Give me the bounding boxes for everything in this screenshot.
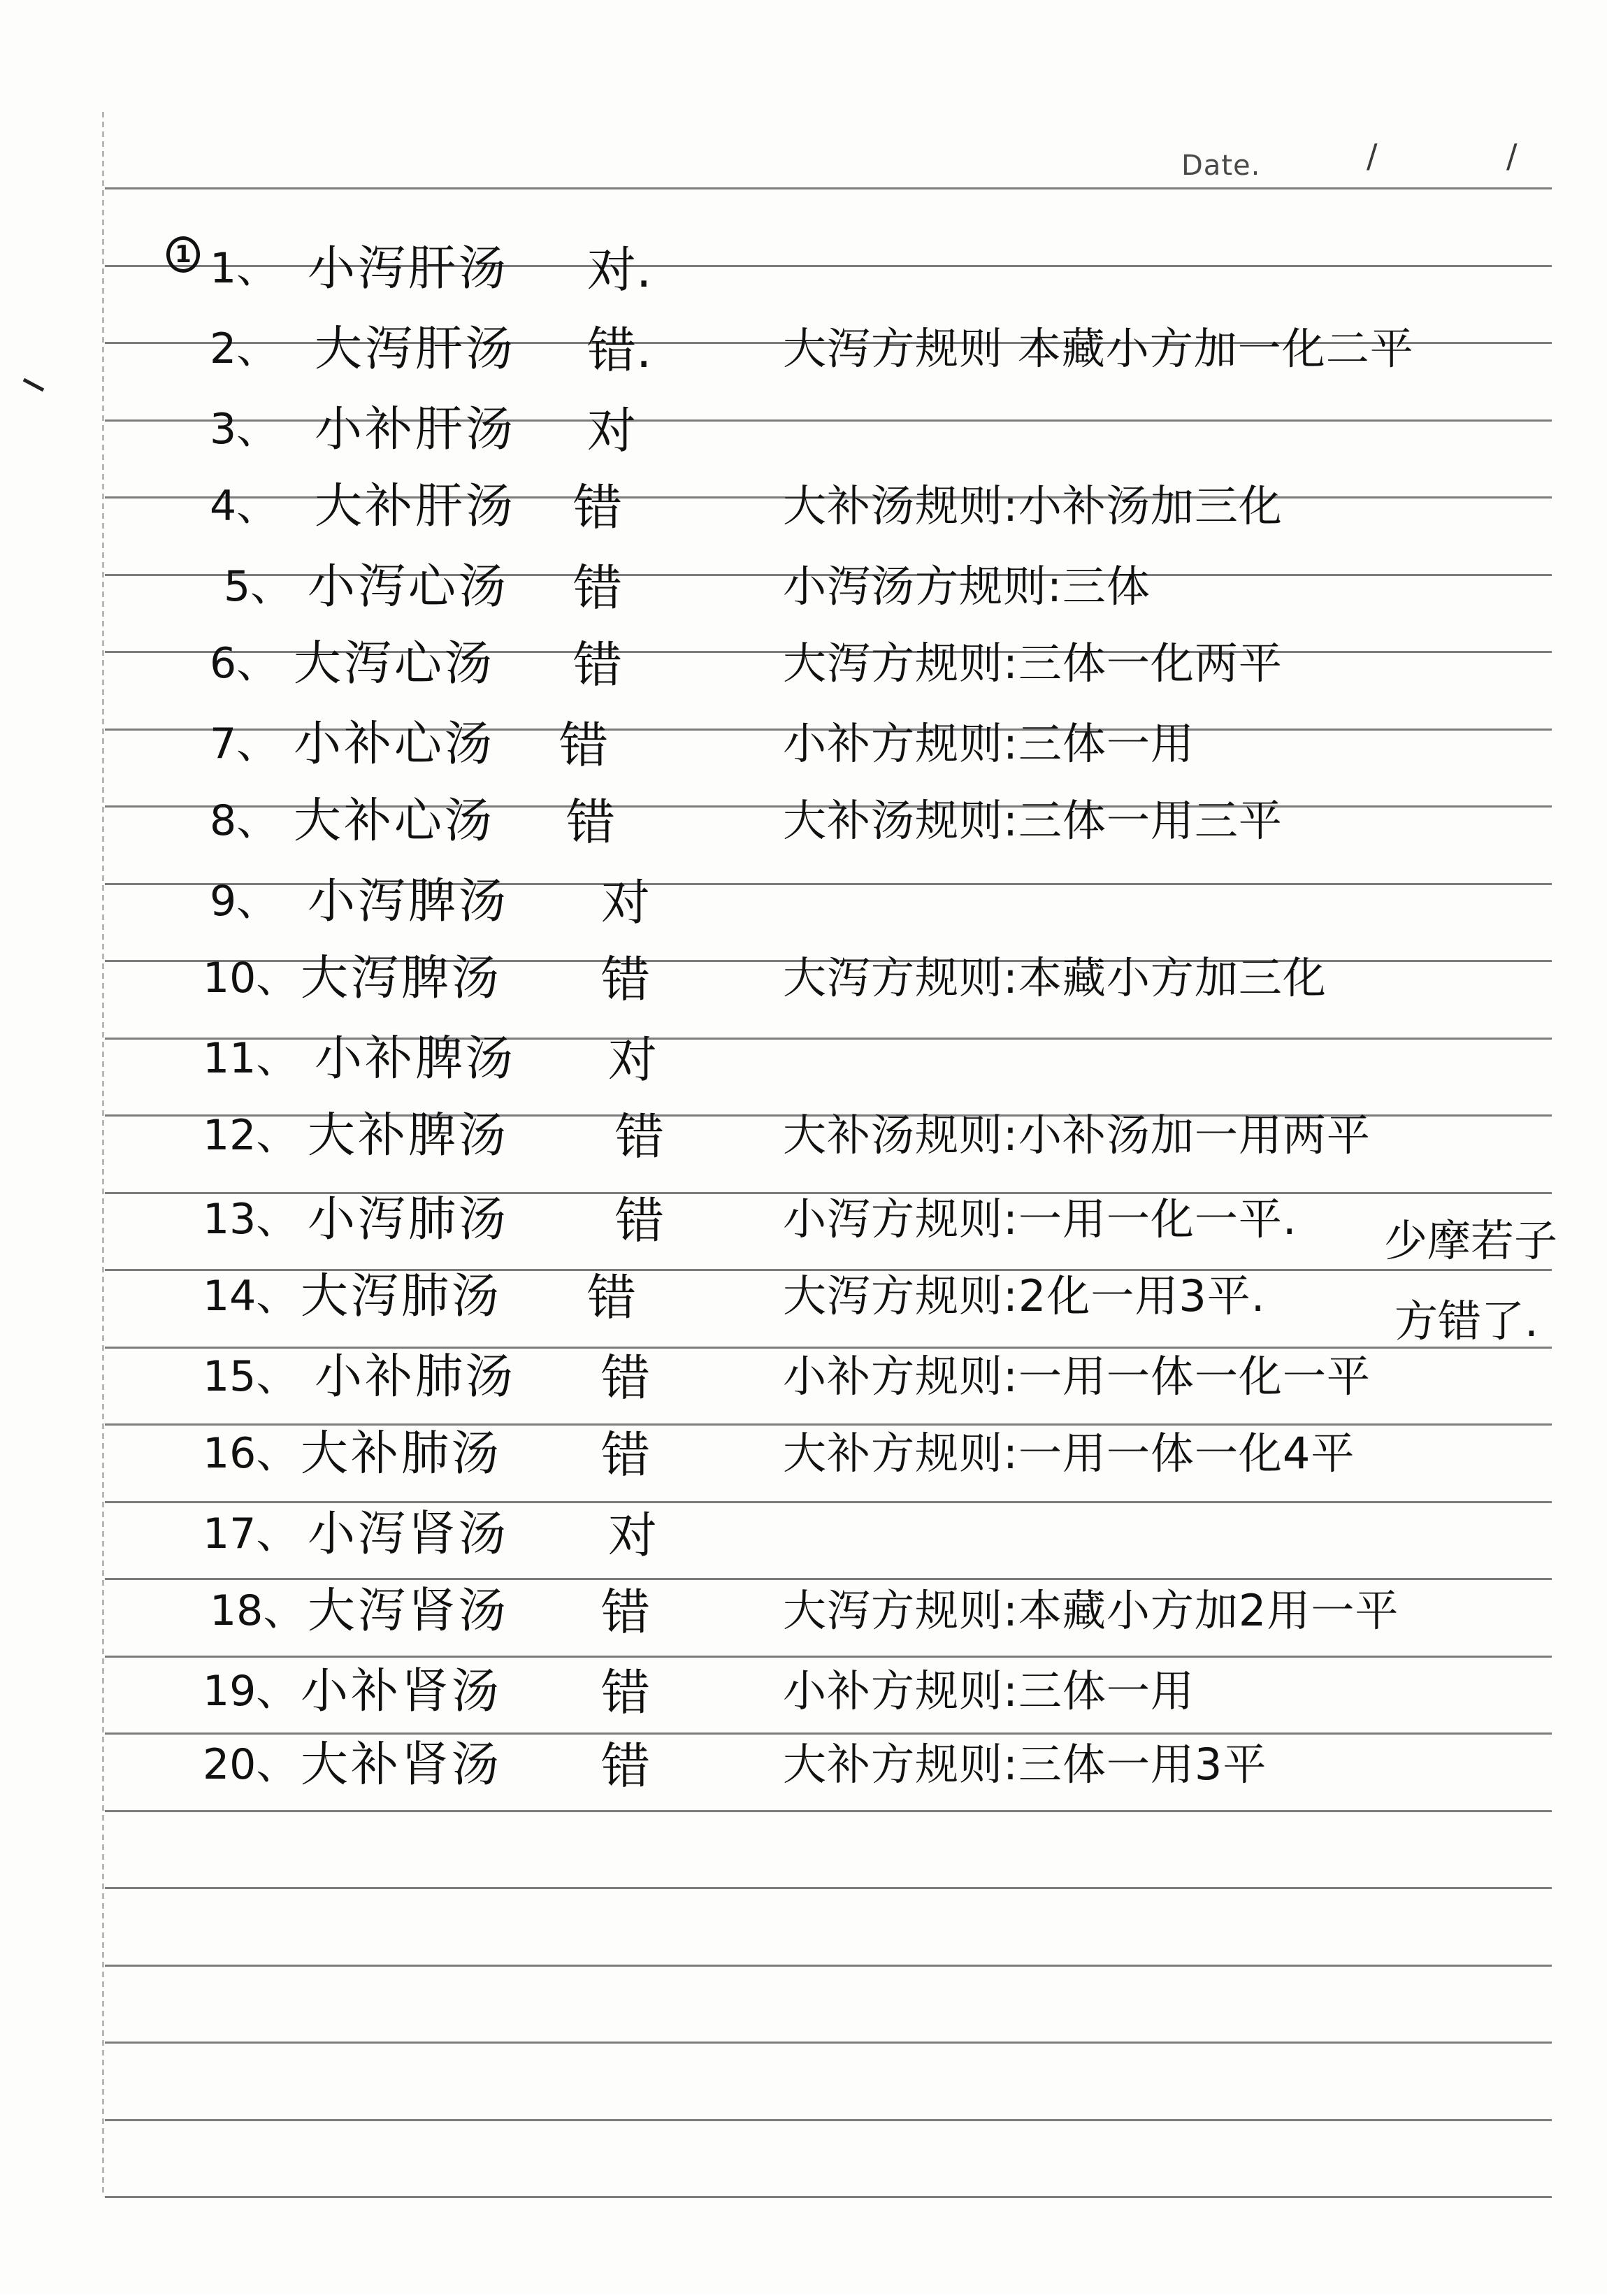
item-prescription-name: 大补脾汤 — [308, 1108, 510, 1163]
item-number: 11、 — [203, 1034, 298, 1083]
item-number: 14、 — [203, 1272, 298, 1321]
list-item — [0, 783, 1607, 853]
item-number: 1、 — [210, 244, 279, 293]
item-prescription-name: 小泻肝汤 — [308, 241, 510, 296]
item-number: 18、 — [210, 1586, 305, 1635]
item-verdict: 对 — [587, 402, 636, 459]
item-prescription-name: 大补肾汤 — [301, 1737, 503, 1793]
item-verdict: 错 — [559, 717, 608, 774]
item-prescription-name: 小泻脾汤 — [308, 874, 510, 929]
item-prescription-name: 小泻肾汤 — [308, 1507, 510, 1562]
item-prescription-name: 小补脾汤 — [315, 1031, 517, 1086]
item-number: 6、 — [210, 639, 279, 688]
item-prescription-name: 大补心汤 — [294, 794, 496, 849]
item-number: 10、 — [203, 954, 298, 1003]
item-verdict: 错 — [573, 479, 622, 536]
item-number: 19、 — [203, 1667, 298, 1716]
item-prescription-name: 大补肺汤 — [301, 1426, 503, 1481]
item-number: 8、 — [210, 796, 279, 845]
item-verdict: 对 — [608, 1031, 657, 1089]
item-rule-note: 大泻方规则:本藏小方加2用一平 — [783, 1585, 1399, 1636]
item-prescription-name: 小泻心汤 — [308, 559, 510, 615]
item-verdict: 错 — [601, 1349, 650, 1407]
item-verdict: 错 — [601, 1664, 650, 1721]
item-prescription-name: 大泻脾汤 — [301, 951, 503, 1006]
list-item — [0, 231, 1607, 301]
list-item — [0, 1182, 1607, 1251]
item-verdict: 对. — [587, 241, 652, 299]
item-number: 9、 — [210, 877, 279, 926]
item-prescription-name: 小补肝汤 — [315, 402, 517, 457]
item-rule-note: 大泻方规则:三体一化两平 — [783, 638, 1283, 689]
item-rule-note: 大泻方规则:2化一用3平. — [783, 1270, 1266, 1321]
item-number: 13、 — [203, 1195, 298, 1244]
item-prescription-name: 大泻心汤 — [294, 636, 496, 691]
item-rule-note: 小泻汤方规则:三体 — [783, 561, 1151, 612]
list-item — [0, 1098, 1607, 1168]
item-rule-note: 小补方规则:一用一体一化一平 — [783, 1351, 1371, 1402]
ruled-line — [105, 1810, 1552, 1812]
item-verdict: 对 — [601, 874, 650, 931]
list-item — [0, 1416, 1607, 1486]
item-verdict: 错 — [601, 1737, 650, 1795]
item-verdict: 错 — [601, 1426, 650, 1484]
list-item — [0, 468, 1607, 538]
item-prescription-name: 小泻肺汤 — [308, 1192, 510, 1247]
item-rule-note: 小补方规则:三体一用 — [783, 718, 1195, 769]
item-number: 16、 — [203, 1429, 298, 1478]
item-prescription-name: 大补肝汤 — [315, 479, 517, 534]
item-number: 17、 — [203, 1509, 298, 1558]
ruled-line — [105, 2042, 1552, 2044]
item-number: 7、 — [210, 719, 279, 768]
item-verdict: 错 — [573, 559, 622, 617]
side-note-line-2: 方错了. — [1395, 1296, 1538, 1347]
item-number: 5、 — [224, 562, 293, 611]
item-verdict: 错. — [587, 322, 652, 379]
date-separator-1: / — [1367, 137, 1378, 175]
list-item — [0, 863, 1607, 933]
date-label: Date. — [1181, 150, 1261, 182]
item-number: 12、 — [203, 1111, 298, 1160]
list-item — [0, 549, 1607, 619]
item-verdict: 错 — [601, 1584, 650, 1641]
list-item — [0, 1339, 1607, 1409]
item-number: 4、 — [210, 482, 279, 531]
item-rule-note: 大泻方规则 本藏小方加一化二平 — [783, 323, 1414, 374]
item-rule-note: 大补方规则:三体一用3平 — [783, 1739, 1267, 1790]
list-item — [0, 1021, 1607, 1091]
item-number: 3、 — [210, 405, 279, 454]
item-rule-note: 大补汤规则:小补汤加一用两平 — [783, 1110, 1371, 1161]
item-verdict: 错 — [615, 1192, 664, 1249]
item-prescription-name: 大泻肺汤 — [301, 1269, 503, 1324]
date-separator-2: / — [1506, 137, 1518, 175]
ruled-line — [105, 187, 1552, 189]
item-number: 20、 — [203, 1740, 298, 1789]
item-prescription-name: 大泻肾汤 — [308, 1584, 510, 1639]
list-item — [0, 392, 1607, 461]
date-header — [1181, 140, 1260, 182]
list-item — [0, 706, 1607, 776]
ruled-line — [105, 1887, 1552, 1889]
item-verdict: 对 — [608, 1507, 657, 1564]
item-number: 2、 — [210, 324, 279, 373]
item-verdict: 错 — [566, 794, 615, 851]
ruled-line — [105, 2196, 1552, 2198]
item-verdict: 错 — [587, 1269, 636, 1326]
item-verdict: 错 — [615, 1108, 664, 1165]
list-item — [0, 1258, 1607, 1328]
item-rule-note: 大补汤规则:小补汤加三化 — [783, 480, 1283, 531]
item-verdict: 错 — [601, 951, 650, 1008]
ruled-line — [105, 1965, 1552, 1967]
section-marker: 1 — [166, 236, 200, 273]
list-item — [0, 940, 1607, 1010]
list-item — [0, 1653, 1607, 1723]
item-prescription-name: 大泻肝汤 — [315, 322, 517, 377]
item-verdict: 错 — [573, 636, 622, 694]
list-item — [0, 1727, 1607, 1797]
item-prescription-name: 小补心汤 — [294, 717, 496, 772]
item-rule-note: 大补汤规则:三体一用三平 — [783, 795, 1283, 846]
item-prescription-name: 小补肾汤 — [301, 1664, 503, 1719]
item-rule-note: 小补方规则:三体一用 — [783, 1665, 1195, 1716]
list-item — [0, 1573, 1607, 1643]
item-rule-note: 小泻方规则:一用一化一平. — [783, 1193, 1297, 1244]
item-prescription-name: 小补肺汤 — [315, 1349, 517, 1405]
item-rule-note: 大泻方规则:本藏小方加三化 — [783, 952, 1327, 1003]
side-note-line-1: 少摩若子 — [1384, 1215, 1558, 1266]
item-rule-note: 大补方规则:一用一体一化4平 — [783, 1428, 1355, 1479]
list-item — [0, 626, 1607, 696]
list-item — [0, 1496, 1607, 1566]
item-number: 15、 — [203, 1352, 298, 1401]
ruled-line — [105, 2119, 1552, 2121]
list-item — [0, 311, 1607, 381]
